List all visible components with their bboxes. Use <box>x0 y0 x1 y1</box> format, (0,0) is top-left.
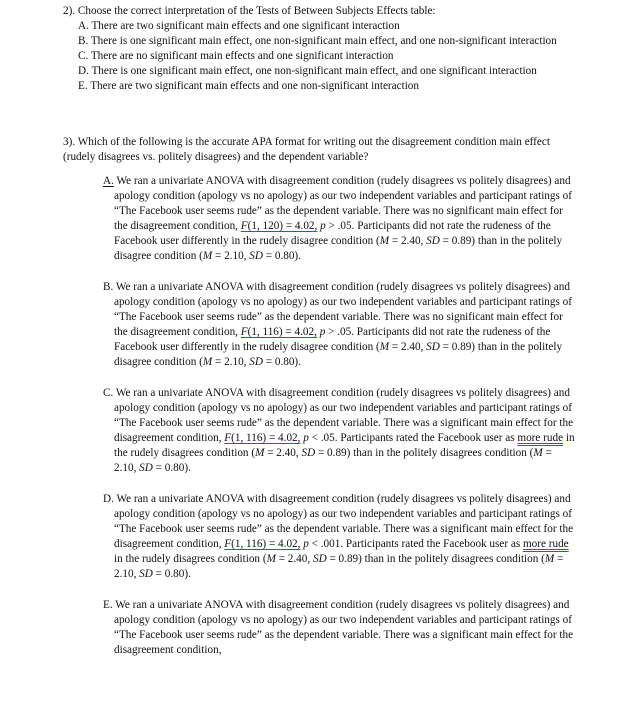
answer-d-sd2-label: SD <box>139 568 153 580</box>
answer-a: A. We ran a univariate ANOVA with disagreement condition (rudely disagrees vs politely disagrees) and apology condition (apology vs no apology) as our two independent variables and participant ratings of “The Facebook user seems rude” as the dependent variable. There was no significant main effect for the disagreement condition, F(1, 120) = 4.02, p > .05. Participants did not rate the rudeness of the Facebook user differently in the rudely disagree condition (M = 2.40, SD = 0.89) than in the politely disagree condition (M = 2.10, SD = 0.80). <box>103 175 572 262</box>
answer-c: C. We ran a univariate ANOVA with disagreement condition (rudely disagrees vs politely disagrees) and apology condition (apology vs no apology) as our two independent variables and participant ratings of “The Facebook user seems rude” as the dependent variable. There was a significant main effect for the disagreement condition, F(1, 116) = 4.02, p < .05. Participants rated the Facebook user as more rude in the rudely disagrees condition (M = 2.40, SD = 0.89) than in the politely disagrees condition (M = 2.10, SD = 0.80). <box>103 387 575 474</box>
answer-b-m1-label: M <box>379 341 390 353</box>
question-2-stem: 2). Choose the correct interpretation of the Tests of Between Subjects Effects table: <box>63 5 436 17</box>
answer-e-effect: There was a significant main effect for the disagreement condition, <box>114 629 574 656</box>
answer-b-between: than in the politely disagree condition <box>114 341 563 368</box>
question-3-stem: 3). Which of the following is the accurate APA format for writing out the disagreement condition main effect (rudely disagrees vs. politely disagrees) and the dependent variable? <box>63 136 550 163</box>
answer-b-p-value: > .05. <box>328 326 354 338</box>
answer-a-p-label: p <box>320 220 326 232</box>
answer-d-f-stat <box>224 538 300 550</box>
answer-a-f-value: (1, 120) = 4.02, <box>247 220 318 232</box>
answer-d-letter: D. <box>103 493 114 505</box>
question-2-option-c: C. There are no significant main effects and one significant interaction <box>78 50 394 62</box>
answer-c-sd2-label: SD <box>139 462 153 474</box>
answer-a-sd2-label: SD <box>249 250 263 262</box>
answer-b-f-value: (1, 116) = 4.02, <box>247 326 317 338</box>
answer-b-sd2-label: SD <box>249 356 263 368</box>
answer-a-f-label: F <box>240 220 248 232</box>
answer-d-m1: = 2.40, <box>278 553 311 565</box>
question-2-option-e: E. There are two significant main effects and one non-significant interaction <box>78 80 419 92</box>
answer-a-sd1-label: SD <box>426 235 440 247</box>
answer-c-letter: C. <box>103 387 114 399</box>
answer-d-m1-label: M <box>266 553 276 565</box>
answer-b-conclusion: Participants did not rate the rudeness of the Facebook user differently in the rudely disagree condition <box>114 326 551 353</box>
answer-a-sd2: = 0.80). <box>265 250 301 262</box>
answer-d-sd1-label: SD <box>312 553 327 565</box>
answer-c-conclusion-pre: Participants rated the Facebook user as <box>340 432 515 444</box>
answer-d-p-value: < .001. <box>311 538 344 550</box>
answer-d-m2: = 2.10, <box>114 553 564 580</box>
answer-a-conclusion: Participants did not rate the rudeness of the Facebook user differently in the rudely disagree condition <box>114 220 551 247</box>
answer-c-between: than in the politely disagrees condition <box>353 447 527 459</box>
answer-d-conclusion-post: in the rudely disagrees condition <box>114 553 261 565</box>
answer-c-sd1: = 0.89) <box>317 447 351 459</box>
answer-b-letter: B. <box>103 281 114 293</box>
answer-b-sd2: = 0.80). <box>265 356 301 368</box>
answer-c-p-label: p <box>303 432 309 444</box>
answer-b-p-label: p <box>319 326 326 338</box>
answer-b: B. We ran a univariate ANOVA with disagreement condition (rudely disagrees vs politely disagrees) and apology condition (apology vs no apology) as our two independent variables and participant ratings of “The Facebook user seems rude” as the dependent variable. There was no significant main effect for the disagreement condition, F(1, 116) = 4.02, p > .05. Participants did not rate the rudeness of the Facebook user differently in the rudely disagree condition (M = 2.40, SD = 0.89) than in the politely disagree condition (M = 2.10, SD = 0.80). <box>103 281 572 368</box>
answer-b-f-stat <box>241 326 317 338</box>
answer-c-emphasis: more rude <box>517 432 564 444</box>
answer-c-f-stat <box>224 432 300 444</box>
answer-d-f-value: (1, 116) = 4.02, <box>231 538 301 550</box>
answer-d-conclusion-pre: Participants rated the Facebook user as <box>345 538 521 550</box>
answer-d: D. We ran a univariate ANOVA with disagreement condition (rudely disagrees vs politely disagrees) and apology condition (apology vs no apology) as our two independent variables and participant ratings of “The Facebook user seems rude” as the dependent variable. There was a significant main effect for the disagreement condition, F(1, 116) = 4.02, p < .001. Participants rated the Facebook user as more rude in the rudely disagrees condition (M = 2.40, SD = 0.89) than in the politely disagrees condition (M = 2.10, SD = 0.80). <box>103 493 574 580</box>
question-3-answers <box>103 174 575 658</box>
answer-a-letter: A. <box>103 175 114 187</box>
answer-a-effect: There was no significant main effect for the disagreement condition, <box>114 205 563 232</box>
answer-a-m1-label: M <box>379 235 390 247</box>
answer-c-m2-label: M <box>533 447 543 459</box>
answer-e <box>103 598 575 658</box>
answer-b-intro: We ran a univariate ANOVA with disagreement condition (rudely disagrees vs politely disagrees) and apology condition (apology vs no apology) as our two independent variables and participant ratings of “The Facebook user seems rude” as the dependent variable. <box>114 281 572 323</box>
answer-b-m1: = 2.40, <box>391 341 424 353</box>
answer-d-p-label: p <box>303 538 309 550</box>
answer-b-sd1: = 0.89) <box>442 341 476 353</box>
answer-b-f-label: F <box>240 326 248 338</box>
answer-b-sd1-label: SD <box>426 341 440 353</box>
answer-d-sd1: = 0.89) <box>329 553 362 565</box>
answer-d-m2-label: M <box>544 553 555 565</box>
question-2 <box>63 4 608 94</box>
answer-a-m1: = 2.40, <box>391 235 424 247</box>
answer-d-between: than in the politely disagrees condition <box>364 553 539 565</box>
answer-c-f-value: (1, 116) = 4.02, <box>231 432 301 444</box>
answer-b-m2-label: M <box>202 356 213 368</box>
answer-d-f-label: F <box>224 538 232 550</box>
answer-d-sd2: = 0.80). <box>155 568 191 580</box>
answer-d-emphasis: more rude <box>522 538 569 550</box>
answer-c-m1: = 2.40, <box>267 447 299 459</box>
question-2-option-a: A. There are two significant main effects and one significant interaction <box>78 20 400 32</box>
answer-e-intro: We ran a univariate ANOVA with disagreement condition (rudely disagrees vs politely disagrees) and apology condition (apology vs no apology) as our two independent variables and participant ratings of “The Facebook user seems rude” as the dependent variable. <box>114 599 572 641</box>
question-3 <box>63 135 583 165</box>
answer-c-f-label: F <box>224 432 232 444</box>
answer-c-intro: We ran a univariate ANOVA with disagreement condition (rudely disagrees vs politely disagrees) and apology condition (apology vs no apology) as our two independent variables and participant ratings of “The Facebook user seems rude” as the dependent variable. <box>114 387 572 429</box>
answer-c-m1-label: M <box>255 447 265 459</box>
answer-b-effect: There was no significant main effect for the disagreement condition, <box>114 311 563 338</box>
answer-c-effect: There was a significant main effect for the disagreement condition, <box>114 417 574 444</box>
answer-e-letter: E. <box>103 599 113 611</box>
answer-a-between: than in the politely disagree condition <box>114 235 563 262</box>
answer-a-sd1: = 0.89) <box>442 235 476 247</box>
question-2-option-b: B. There is one significant main effect, one non-significant main effect, and one non-significant interaction <box>78 35 557 47</box>
answer-a-m2-label: M <box>202 250 213 262</box>
answer-a-f-stat <box>241 220 318 232</box>
question-2-option-d: D. There is one significant main effect, one non-significant main effect, and one significant interaction <box>78 65 537 77</box>
answer-d-intro: We ran a univariate ANOVA with disagreement condition (rudely disagrees vs politely disagrees) and apology condition (apology vs no apology) as our two independent variables and participant ratings of “The Facebook user seems rude” as the dependent variable. <box>114 493 572 535</box>
answer-a-intro: We ran a univariate ANOVA with disagreement condition (rudely disagrees vs politely disagrees) and apology condition (apology vs no apology) as our two independent variables and participant ratings of “The Facebook user seems rude” as the dependent variable. <box>114 175 572 217</box>
answer-c-sd2: = 0.80). <box>155 462 191 474</box>
answer-c-p-value: < .05. <box>311 432 338 444</box>
answer-c-sd1-label: SD <box>301 447 316 459</box>
answer-c-conclusion-post: in the rudely disagrees condition <box>114 432 575 459</box>
answer-d-effect: There was a significant main effect for the disagreement condition, <box>114 523 574 550</box>
answer-a-m2: = 2.10, <box>214 250 247 262</box>
answer-a-p-value: > .05. <box>328 220 355 232</box>
answer-c-m2: = 2.10, <box>114 447 552 474</box>
answer-b-m2: = 2.10, <box>214 356 247 368</box>
